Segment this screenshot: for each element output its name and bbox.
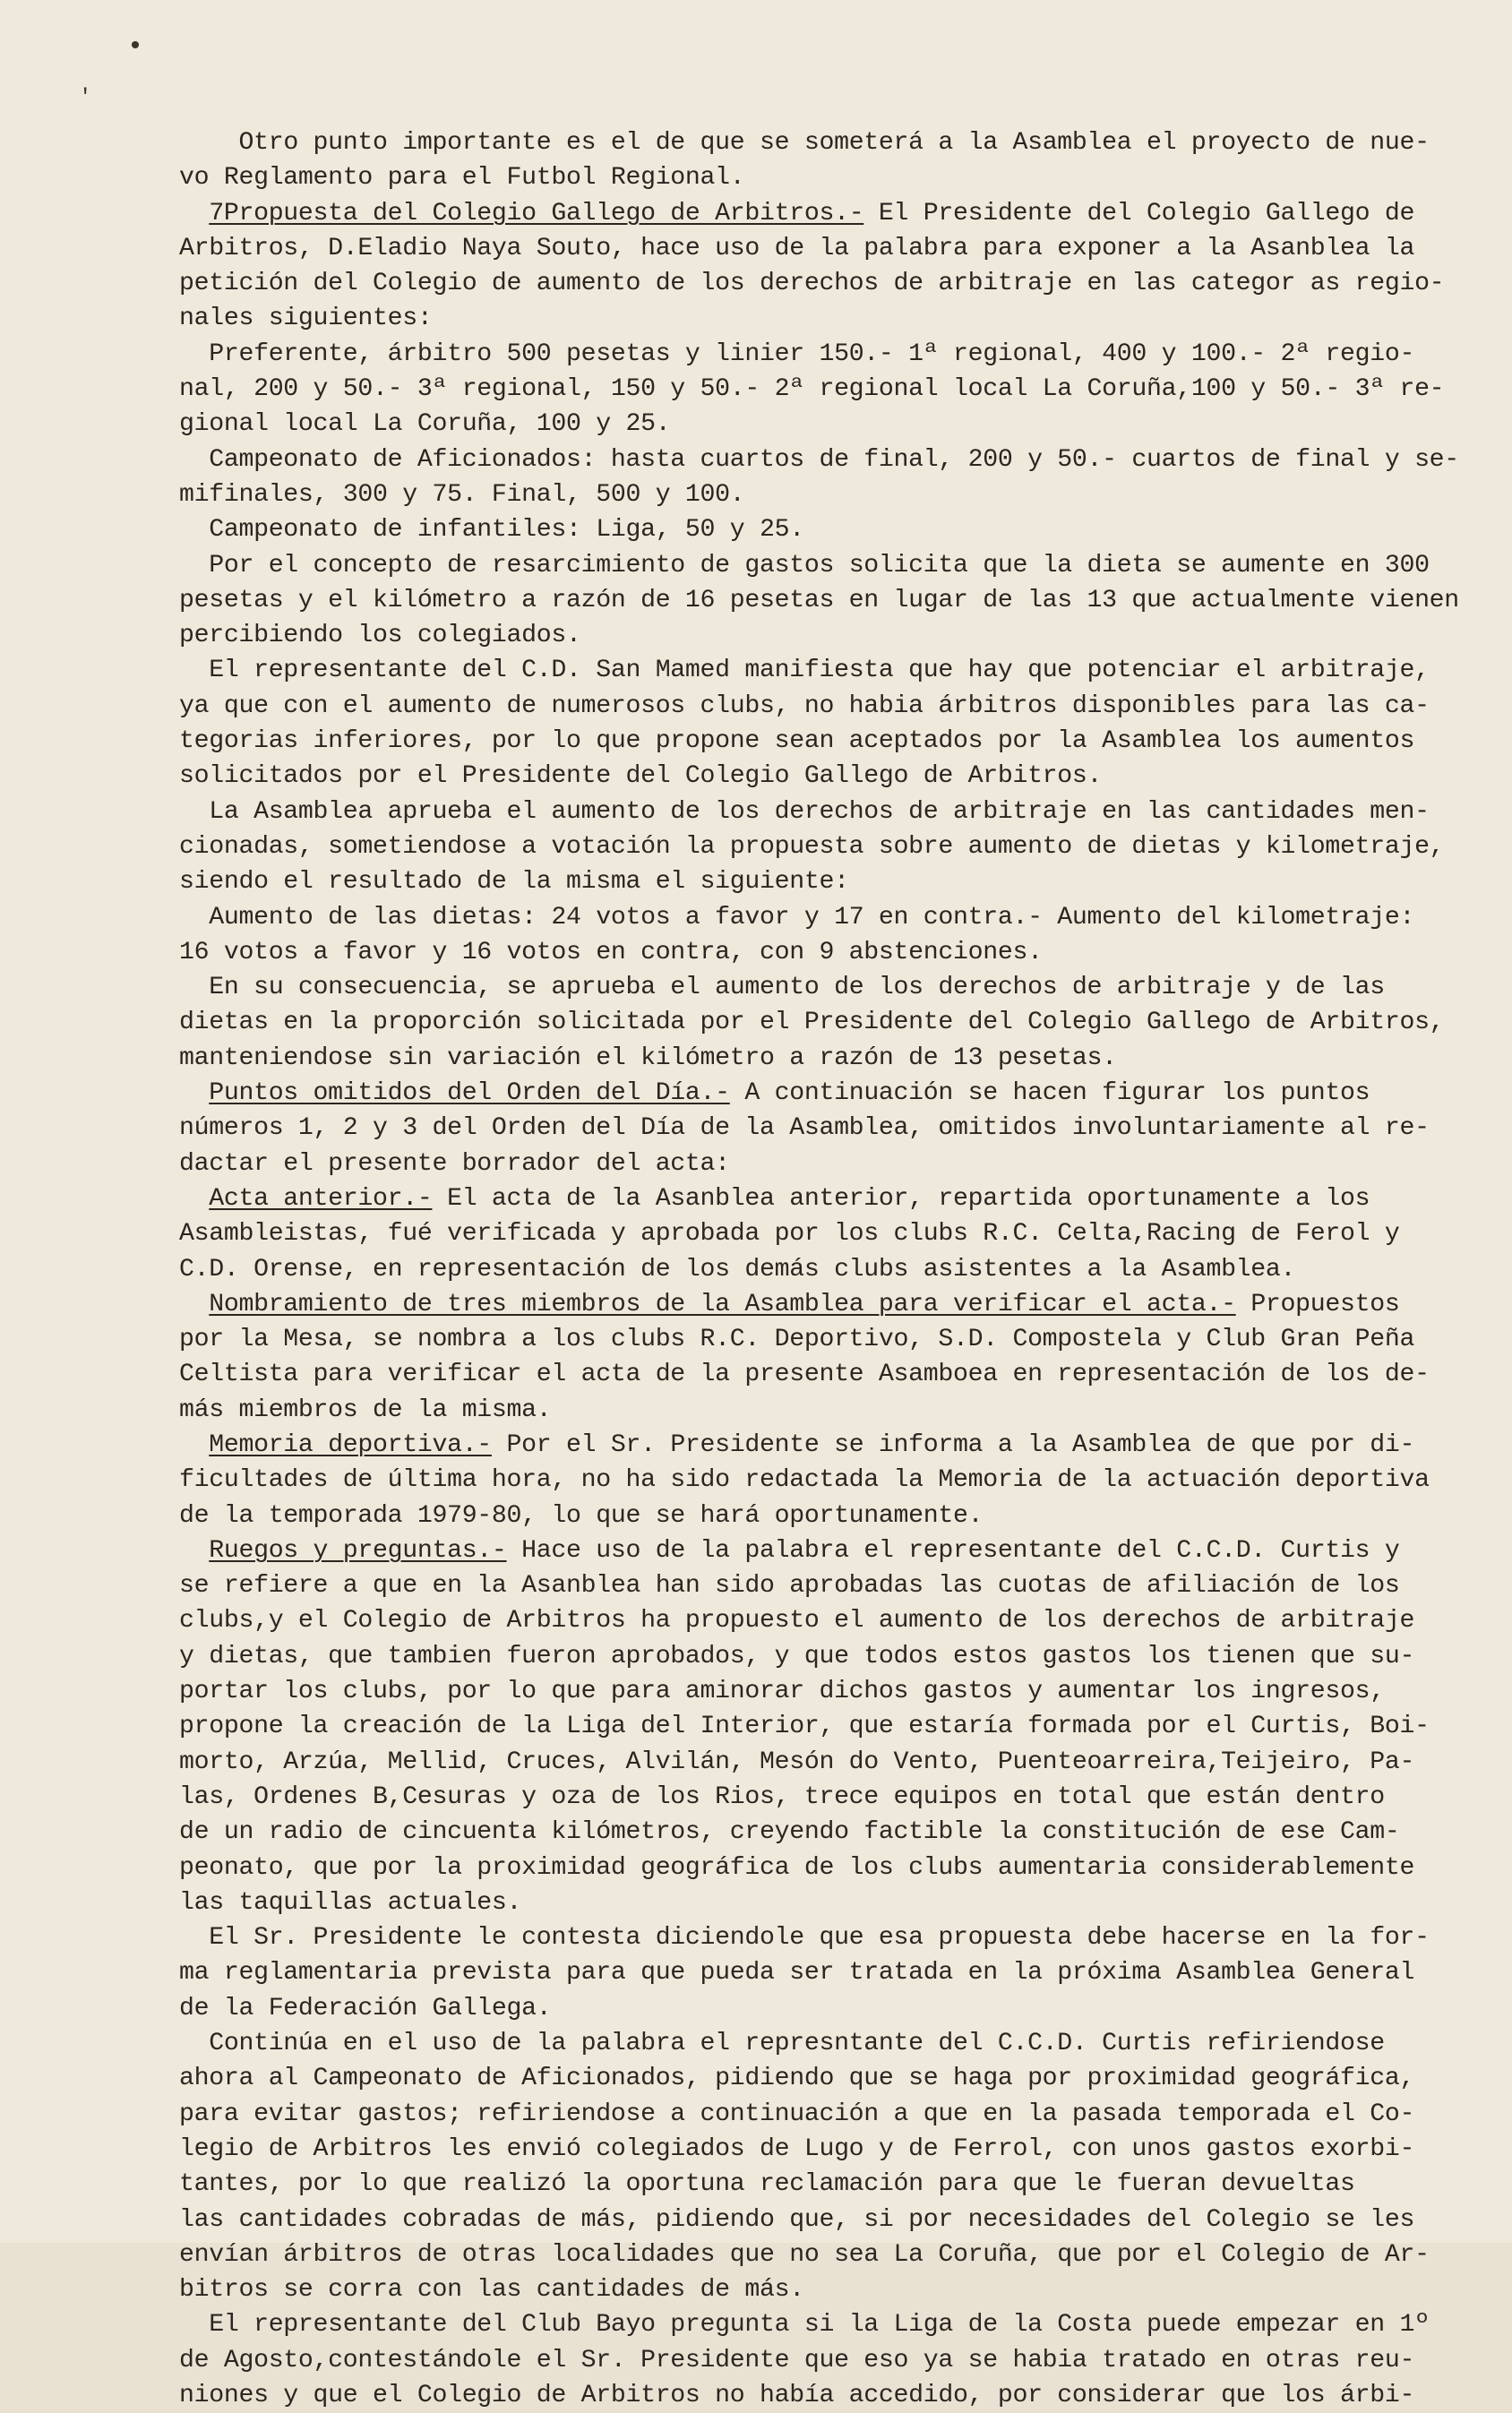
line-text: Campeonato de Aficionados: hasta cuartos de final, 200 y 50.- cuartos de final y se- bbox=[209, 445, 1459, 474]
line-text: El acta de la Asanblea anterior, repartida oportunamente a los bbox=[432, 1184, 1370, 1213]
line-text: las taquillas actuales. bbox=[179, 1888, 522, 1917]
typed-text-body bbox=[179, 125, 1459, 2413]
text-line bbox=[179, 442, 1459, 477]
text-line bbox=[179, 1568, 1451, 1603]
line-indent bbox=[179, 974, 209, 1001]
text-line bbox=[179, 1851, 1451, 1885]
line-text: Campeonato de infantiles: Liga, 50 y 25. bbox=[209, 516, 804, 545]
text-line bbox=[179, 1745, 1451, 1780]
text-line bbox=[179, 1287, 1451, 1322]
text-line bbox=[179, 372, 1451, 407]
text-line bbox=[179, 160, 1451, 195]
line-indent bbox=[179, 657, 209, 684]
text-line bbox=[179, 266, 1451, 301]
line-indent bbox=[179, 1185, 209, 1213]
line-indent bbox=[179, 1431, 209, 1459]
text-line bbox=[179, 2132, 1451, 2167]
text-line bbox=[179, 1146, 1451, 1181]
text-line bbox=[179, 2167, 1451, 2202]
text-line bbox=[179, 724, 1451, 759]
text-line bbox=[179, 2026, 1451, 2061]
line-text: El representante del Club Bayo pregunta si la Liga de la Costa puede empezar en 1º bbox=[209, 2311, 1430, 2340]
text-line bbox=[179, 1181, 1451, 1216]
line-text: envían árbitros de otras localidades que no sea La Coruña, que por el Colegio de Ar- bbox=[179, 2240, 1430, 2269]
line-text: para evitar gastos; refiriendose a continuación a que en la pasada temporada el Co- bbox=[179, 2100, 1415, 2128]
text-line bbox=[179, 231, 1451, 266]
text-line bbox=[179, 1533, 1451, 1568]
line-text: y dietas, que tambien fueron aprobados, y que todos estos gastos los tienen que su- bbox=[179, 1642, 1415, 1670]
text-line bbox=[179, 1498, 1451, 1533]
line-text: tantes, por lo que realizó la oportuna reclamación para que le fueran devueltas bbox=[179, 2170, 1355, 2199]
line-text: dietas en la proporción solicitada por el Presidente del Colegio Gallego de Arbitros, bbox=[179, 1009, 1445, 1037]
line-text: El Sr. Presidente le contesta diciendole que esa propuesta debe hacerse en la for- bbox=[209, 1924, 1430, 1953]
text-line bbox=[179, 1885, 1451, 1920]
line-text: más miembros de la misma. bbox=[179, 1395, 552, 1424]
line-text: ma reglamentaria prevista para que pueda ser tratada en la próxima Asamblea General bbox=[179, 1959, 1415, 1988]
text-line bbox=[179, 1357, 1451, 1392]
line-text: El representante del C.D. San Mamed manifiesta que hay que potenciar el arbitraje, bbox=[209, 657, 1430, 685]
text-line bbox=[179, 1639, 1451, 1674]
line-text: A continuación se hacen figurar los puntos bbox=[729, 1079, 1370, 1108]
text-line bbox=[179, 2272, 1451, 2307]
text-line bbox=[179, 618, 1451, 653]
line-text: 16 votos a favor y 16 votos en contra, con 9 abstenciones. bbox=[179, 938, 1043, 966]
line-indent bbox=[179, 1291, 209, 1318]
line-text: las, Ordenes B,Cesuras y oza de los Rios, trece equipos en total que están dentro bbox=[179, 1782, 1385, 1811]
text-line bbox=[179, 337, 1451, 372]
line-indent bbox=[179, 2311, 209, 2339]
text-line bbox=[179, 512, 1451, 547]
text-line bbox=[179, 970, 1451, 1005]
text-line bbox=[179, 1463, 1451, 1498]
line-text: portar los clubs, por lo que para aminorar dichos gastos y aumentar los ingresos, bbox=[179, 1678, 1385, 1706]
text-line bbox=[179, 2097, 1451, 2132]
line-text: clubs,y el Colegio de Arbitros ha propuesto el aumento de los derechos de arbitraje bbox=[179, 1607, 1415, 1636]
ink-mark: • bbox=[127, 32, 144, 63]
line-indent bbox=[179, 904, 209, 932]
line-text: gional local La Coruña, 100 y 25. bbox=[179, 410, 671, 439]
text-line bbox=[179, 2378, 1451, 2413]
line-indent bbox=[179, 552, 209, 580]
text-line bbox=[179, 1322, 1451, 1357]
text-line bbox=[179, 1815, 1451, 1850]
text-line bbox=[179, 1603, 1451, 1638]
text-line bbox=[179, 1428, 1451, 1463]
text-line bbox=[179, 1076, 1451, 1111]
line-text: pesetas y el kilómetro a razón de 16 pesetas en lugar de las 13 que actualmente vienen bbox=[179, 586, 1459, 614]
line-text: manteniendose sin variación el kilómetro a razón de 13 pesetas. bbox=[179, 1043, 1117, 1072]
text-line bbox=[179, 1005, 1451, 1040]
text-line bbox=[179, 653, 1451, 688]
line-text: petición del Colegio de aumento de los derechos de arbitraje en las categor as regio- bbox=[179, 270, 1445, 298]
line-text: Otro punto importante es el de que se someterá a la Asamblea el proyecto de nue- bbox=[238, 129, 1430, 157]
line-indent bbox=[179, 516, 209, 544]
text-line bbox=[179, 829, 1451, 864]
line-text: siendo el resultado de la misma el siguiente: bbox=[179, 868, 849, 897]
line-indent bbox=[179, 446, 209, 474]
text-line bbox=[179, 794, 1451, 829]
text-line bbox=[179, 1252, 1451, 1287]
line-text: Asambleistas, fué verificada y aprobada por los clubs R.C. Celta,Racing de Ferol y bbox=[179, 1220, 1400, 1249]
line-indent bbox=[179, 2030, 209, 2057]
text-line bbox=[179, 2203, 1451, 2237]
line-text: El Presidente del Colegio Gallego de bbox=[863, 199, 1415, 228]
text-line bbox=[179, 1709, 1451, 1744]
line-text: Celtista para verificar el acta de la presente Asamboea en representación de los de- bbox=[179, 1361, 1430, 1389]
line-text: de un radio de cincuenta kilómetros, creyendo factible la constitución de ese Cam- bbox=[179, 1818, 1400, 1847]
line-text: tegorias inferiores, por lo que propone sean aceptados por la Asamblea los aumentos bbox=[179, 727, 1415, 756]
line-text: ya que con el aumento de numerosos clubs, no habia árbitros disponibles para las ca- bbox=[179, 691, 1430, 720]
line-text: solicitados por el Presidente del Colegio Gallego de Arbitros. bbox=[179, 762, 1103, 791]
line-text: nales siguientes: bbox=[179, 305, 433, 333]
text-line bbox=[179, 2061, 1451, 2096]
text-line bbox=[179, 1216, 1451, 1251]
text-line bbox=[179, 125, 1451, 160]
line-text: nal, 200 y 50.- 3ª regional, 150 y 50.- 2ª regional local La Coruña,100 y 50.- 3ª re- bbox=[179, 375, 1445, 404]
line-text: legio de Arbitros les envió colegiados de Lugo y de Ferrol, con unos gastos exorbi- bbox=[179, 2134, 1415, 2163]
section-heading: 7Propuesta del Colegio Gallego de Arbitros.- bbox=[209, 199, 864, 228]
line-text: dactar el presente borrador del acta: bbox=[179, 1149, 730, 1178]
line-text: de la temporada 1979-80, lo que se hará oportunamente. bbox=[179, 1501, 984, 1530]
line-indent bbox=[179, 200, 209, 228]
section-heading: Puntos omitidos del Orden del Día.- bbox=[209, 1079, 730, 1108]
text-line bbox=[179, 1991, 1451, 2026]
line-text: propone la creación de la Liga del Interior, que estaría formada por el Curtis, Boi- bbox=[179, 1713, 1430, 1741]
text-line bbox=[179, 407, 1451, 442]
line-text: ahora al Campeonato de Aficionados, pidiendo que se haga por proximidad geográfica, bbox=[179, 2065, 1415, 2093]
line-text: bitros se corra con las cantidades de más. bbox=[179, 2276, 804, 2305]
line-text: Continúa en el uso de la palabra el represntante del C.C.D. Curtis refiriendose bbox=[209, 2030, 1385, 2058]
section-heading: Acta anterior.- bbox=[209, 1184, 433, 1213]
text-line bbox=[179, 864, 1451, 899]
line-indent bbox=[179, 340, 209, 368]
line-text: por la Mesa, se nombra a los clubs R.C. Deportivo, S.D. Compostela y Club Gran Peña bbox=[179, 1326, 1415, 1354]
text-line bbox=[179, 548, 1451, 583]
line-text: La Asamblea aprueba el aumento de los derechos de arbitraje en las cantidades men- bbox=[209, 797, 1430, 826]
line-text: mifinales, 300 y 75. Final, 500 y 100. bbox=[179, 480, 745, 509]
line-text: Hace uso de la palabra el representante del C.C.D. Curtis y bbox=[506, 1536, 1400, 1565]
text-line bbox=[179, 196, 1451, 231]
line-indent bbox=[179, 129, 238, 157]
text-line bbox=[179, 1955, 1451, 1990]
text-line bbox=[179, 900, 1451, 935]
text-line bbox=[179, 2343, 1451, 2378]
text-line bbox=[179, 759, 1451, 794]
line-text: morto, Arzúa, Mellid, Cruces, Alvilán, Mesón do Vento, Puenteoarreira,Teijeiro, Pa- bbox=[179, 1747, 1415, 1776]
line-text: percibiendo los colegiados. bbox=[179, 622, 581, 650]
line-text: de la Federación Gallega. bbox=[179, 1994, 552, 2022]
text-line bbox=[179, 1393, 1451, 1428]
line-text: vo Reglamento para el Futbol Regional. bbox=[179, 164, 745, 193]
line-text: de Agosto,contestándole el Sr. Presidente que eso ya se habia tratado en otras reu- bbox=[179, 2346, 1415, 2374]
section-heading: Nombramiento de tres miembros de la Asamblea para verificar el acta.- bbox=[209, 1290, 1236, 1318]
text-line bbox=[179, 689, 1451, 724]
line-indent bbox=[179, 1537, 209, 1565]
line-text: Por el Sr. Presidente se informa a la Asamblea de que por di- bbox=[491, 1430, 1415, 1459]
text-line bbox=[179, 1111, 1451, 1146]
line-text: Arbitros, D.Eladio Naya Souto, hace uso de la palabra para exponer a la Asanblea la bbox=[179, 234, 1415, 262]
line-indent bbox=[179, 1079, 209, 1107]
text-line bbox=[179, 477, 1451, 512]
text-line bbox=[179, 301, 1451, 336]
line-text: C.D. Orense, en representación de los demás clubs asistentes a la Asamblea. bbox=[179, 1255, 1296, 1284]
line-text: se refiere a que en la Asanblea han sido aprobadas las cuotas de afiliación de los bbox=[179, 1572, 1400, 1601]
text-line bbox=[179, 1920, 1451, 1955]
line-text: Propuestos bbox=[1235, 1290, 1400, 1318]
section-heading: Memoria deportiva.- bbox=[209, 1430, 492, 1459]
text-line bbox=[179, 1780, 1451, 1815]
line-indent bbox=[179, 1924, 209, 1952]
line-text: cionadas, sometiendose a votación la propuesta sobre aumento de dietas y kilometraje, bbox=[179, 832, 1445, 861]
text-line bbox=[179, 2307, 1451, 2342]
text-line bbox=[179, 583, 1459, 618]
line-text: niones y que el Colegio de Arbitros no había accedido, por considerar que los árbi- bbox=[179, 2382, 1415, 2409]
line-text: Por el concepto de resarcimiento de gastos solicita que la dieta se aumente en 300 bbox=[209, 551, 1430, 580]
section-heading: Ruegos y preguntas.- bbox=[209, 1536, 507, 1565]
line-text: En su consecuencia, se aprueba el aumento de los derechos de arbitraje y de las bbox=[209, 974, 1385, 1002]
line-text: ficultades de última hora, no ha sido redactada la Memoria de la actuación deportiva bbox=[179, 1466, 1430, 1495]
line-indent bbox=[179, 798, 209, 826]
ink-mark: ' bbox=[79, 86, 92, 110]
line-text: números 1, 2 y 3 del Orden del Día de la Asamblea, omitidos involuntariamente al re- bbox=[179, 1114, 1430, 1143]
line-text: Aumento de las dietas: 24 votos a favor y 17 en contra.- Aumento del kilometraje: bbox=[209, 903, 1415, 932]
text-line bbox=[179, 1041, 1451, 1076]
line-text: Preferente, árbitro 500 pesetas y linier 150.- 1ª regional, 400 y 100.- 2ª regio- bbox=[209, 339, 1415, 368]
text-line bbox=[179, 1674, 1451, 1709]
text-line bbox=[179, 935, 1451, 970]
line-text: peonato, que por la proximidad geográfica de los clubs aumentaria considerablemente bbox=[179, 1853, 1415, 1882]
line-text: las cantidades cobradas de más, pidiendo que, si por necesidades del Colegio se les bbox=[179, 2205, 1415, 2234]
